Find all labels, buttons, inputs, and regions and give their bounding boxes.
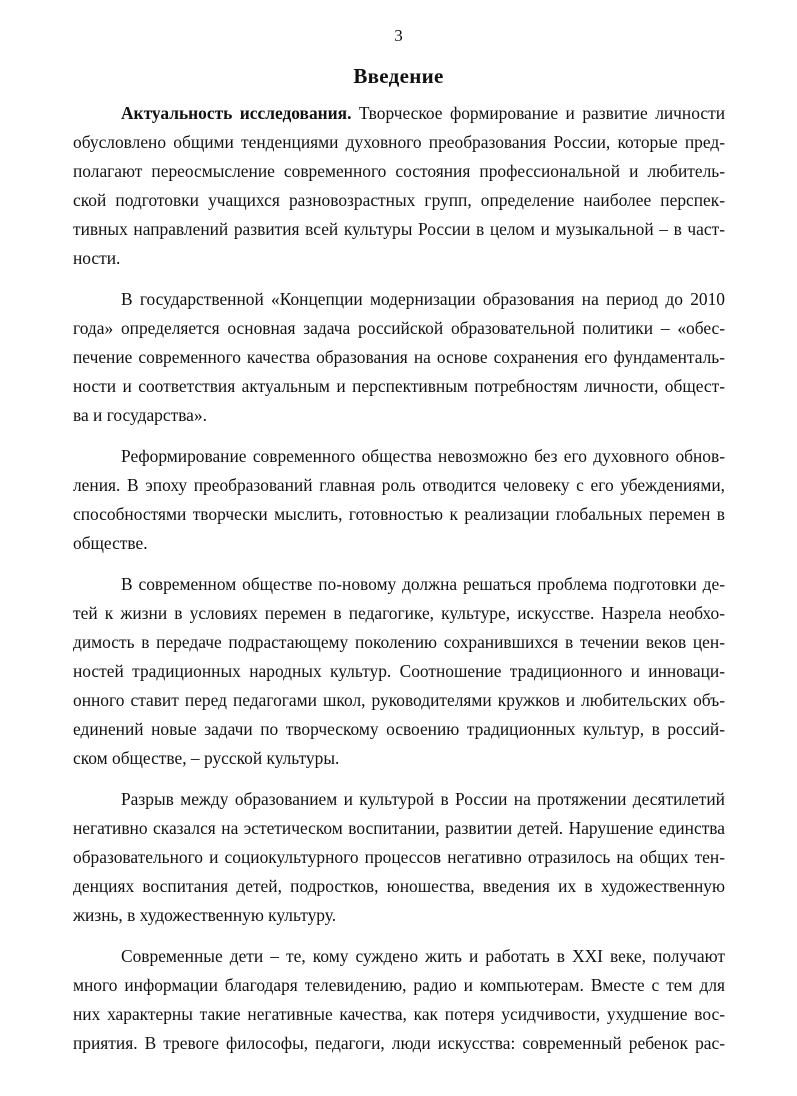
page-number: 3 [394,26,403,45]
text-line: тивных направлений развития всей культуры России в целом и музыкальной – в част- [73,219,725,239]
text-line-content: Творческое формирование и развитие личности [351,103,725,123]
paragraph-concept [73,285,725,430]
text-line: Разрыв между образованием и культурой в России на протяжении десятилетий [121,789,725,809]
text-line: Современные дети – те, кому суждено жить и работать в XXI веке, получают [121,946,725,966]
paragraph-modern-children [73,942,725,1058]
text-line: полагают переосмысление современного состояния профессиональной и любитель- [73,161,725,181]
text-line: образовательного и социокультурного процессов негативно отразилось на общих тен- [73,847,725,867]
text-line: димость в передаче подрастающему поколению сохранившихся в течении веков цен- [73,632,725,652]
paragraph-gap [73,785,725,930]
text-line: единений новые задачи по творческому освоению традиционных культур, в россий- [73,719,725,739]
text-line: приятия. В тревоге философы, педагоги, люди искусства: современный ребенок рас- [73,1033,725,1053]
text-line: года» определяется основная задача российской образовательной политики – «обес- [73,318,725,338]
text-line: ском обществе, – русской культуры. [73,748,340,768]
text-line: ности. [73,248,121,268]
text-line: тей к жизни в условиях перемен в педагогике, культуре, искусстве. Назрела необхо- [73,603,725,623]
text-line [73,99,725,128]
text-line: них характерны такие негативные качества, как потеря усидчивости, ухудшение вос- [73,1004,725,1024]
paragraph-relevance [73,99,725,273]
text-line: жизнь, в художественную культуру. [73,905,337,925]
paragraph-modern-society [73,570,725,773]
document-body [73,99,725,1058]
text-line: обществе. [73,533,148,553]
text-line: много информации благодаря телевидению, радио и компьютерам. Вместе с тем для [73,975,725,995]
text-line: В современном обществе по-новому должна решаться проблема подготовки де- [121,574,725,594]
text-line: обусловлено общими тенденциями духовного преобразования России, которые пред- [73,132,725,152]
text-line: ской подготовки учащихся разновозрастных групп, определение наиболее перспек- [73,190,725,210]
text-line: Реформирование современного общества невозможно без его духовного обнов- [121,446,725,466]
paragraph-reform [73,442,725,558]
text-line: печение современного качества образования на основе сохранения его фундаменталь- [73,347,725,367]
text-line: денциях воспитания детей, подростков, юношества, введения их в художественную [73,876,725,896]
text-line: ности и соответствия актуальным и перспективным потребностям личности, общест- [73,376,725,396]
text-line: В государственной «Концепции модернизации образования на период до 2010 [121,289,725,309]
text-line: ления. В эпоху преобразований главная роль отводится человеку с его убеждениями, [73,475,725,495]
text-line: негативно сказался на эстетическом воспитании, развитии детей. Нарушение единства [73,818,725,838]
text-line: ва и государства». [73,405,207,425]
text-line: онного ставит перед педагогами школ, руководителями кружков и любительских объ- [73,690,725,710]
paragraph-lead: Актуальность исследования. [121,103,352,123]
text-line: ностей традиционных народных культур. Соотношение традиционного и инноваци- [73,661,725,681]
text-line: способностями творчески мыслить, готовностью к реализации глобальных перемен в [73,504,725,524]
page-title: Введение [353,64,444,88]
